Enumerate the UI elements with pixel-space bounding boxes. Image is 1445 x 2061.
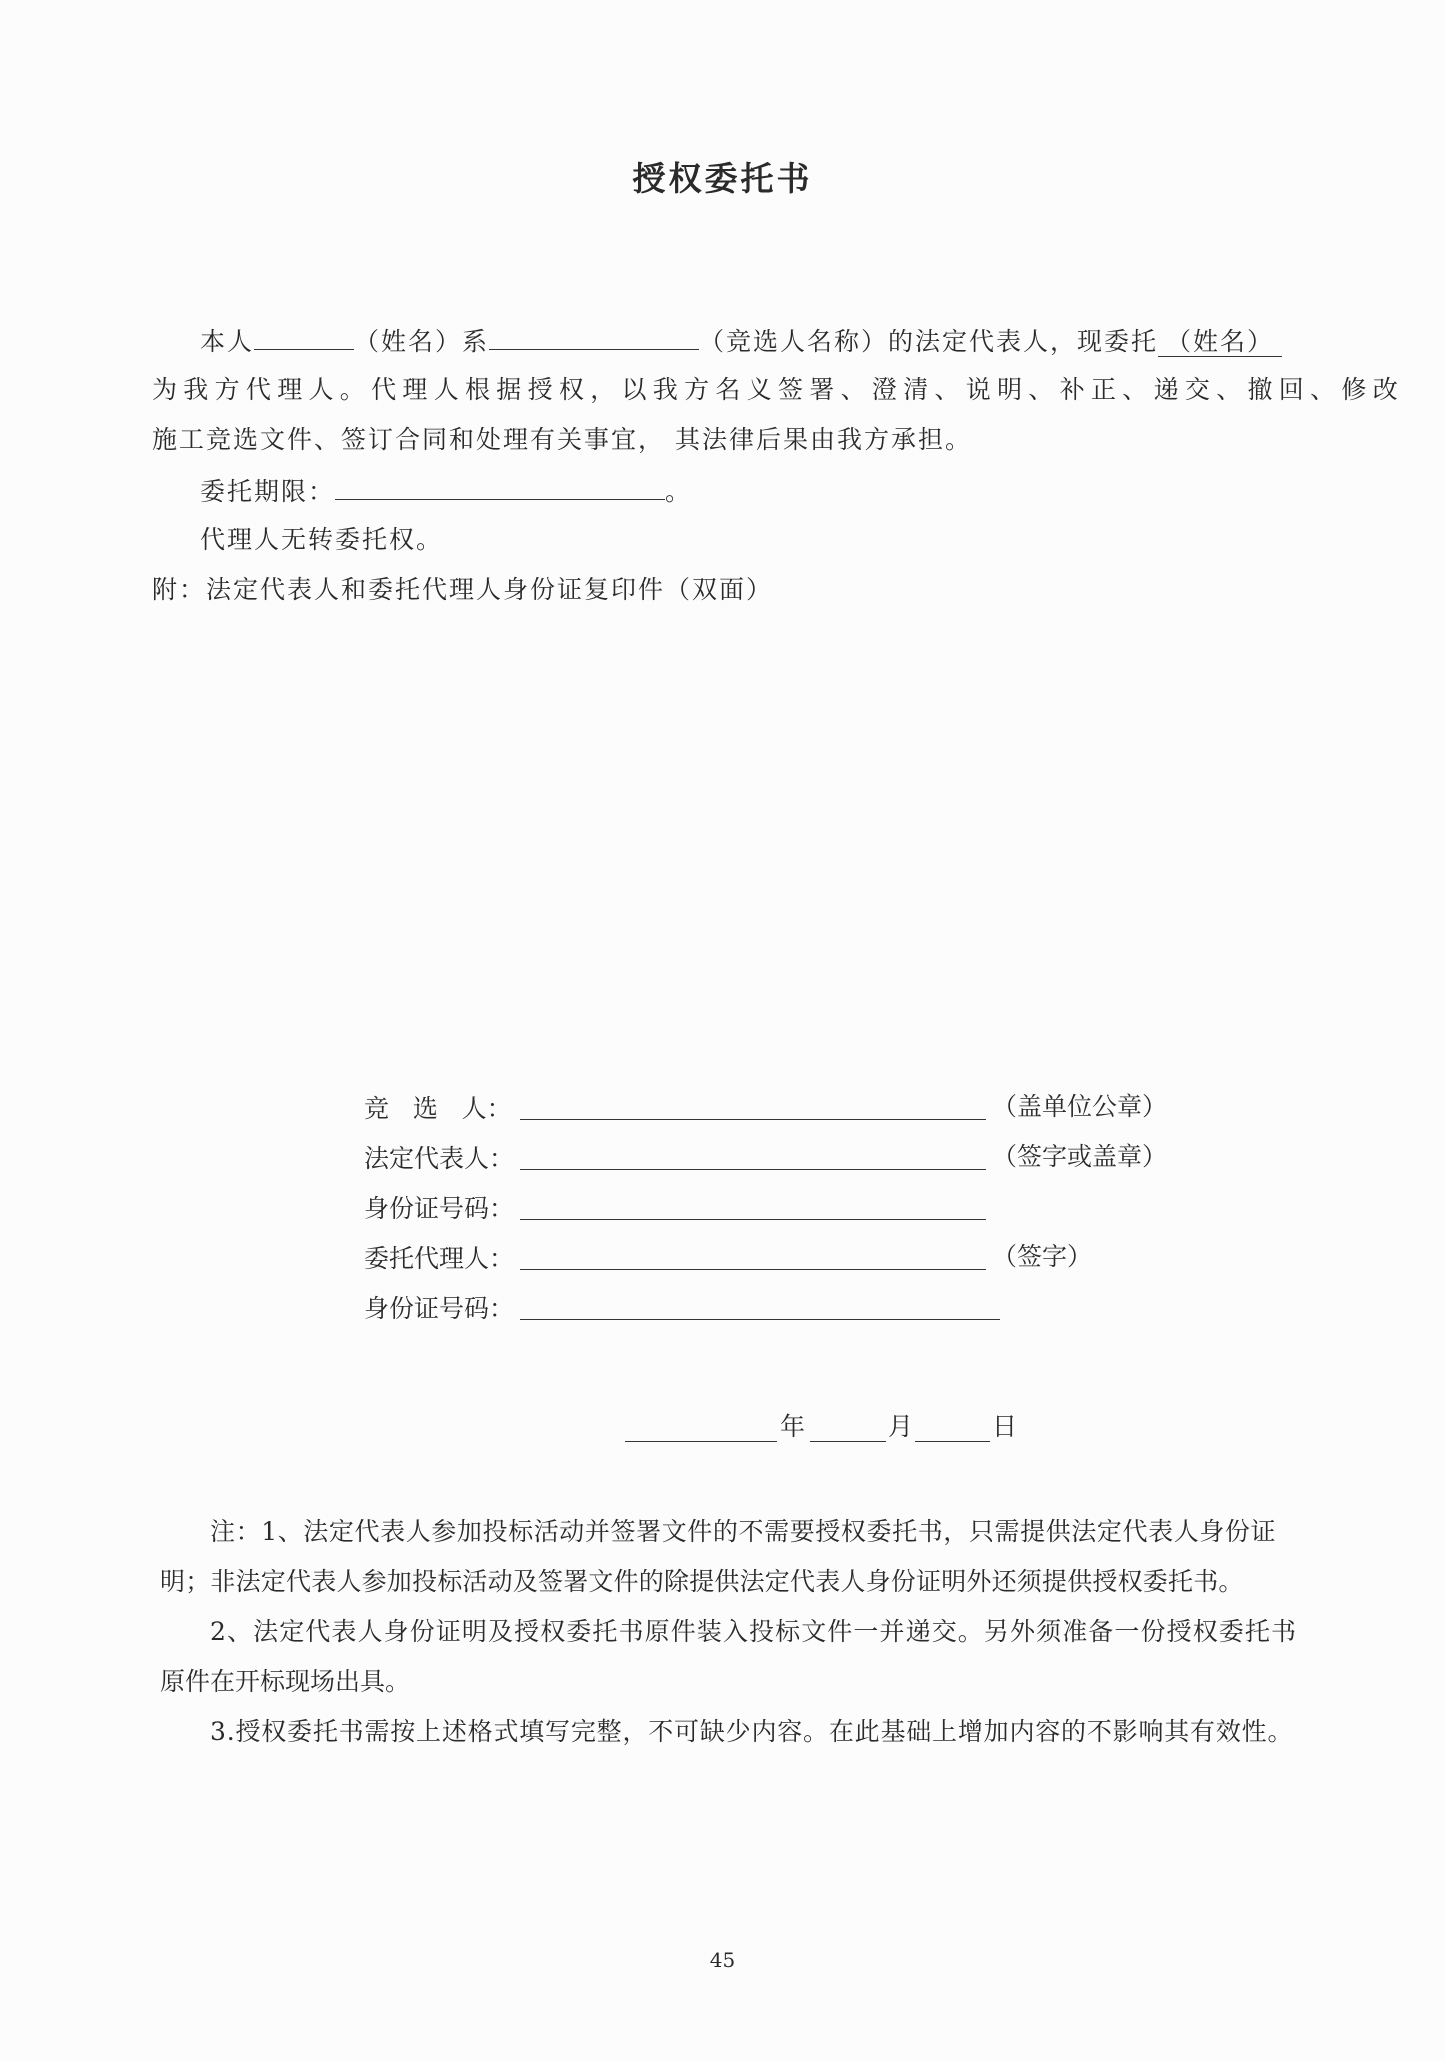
document-title: 授权委托书 (632, 159, 813, 198)
year-label: 年 (780, 1412, 806, 1441)
bidder-note: （盖单位公章） (992, 1092, 1168, 1121)
attachment-text: 附：法定代表人和委托代理人身份证复印件（双面） (152, 575, 774, 604)
note2-line2: 原件在开标现场出具。 (160, 1667, 411, 1696)
note1-line2: 明；非法定代表人参加投标活动及签署文件的除提供法定代表人身份证明外还须提供授权委托书。 (160, 1567, 1244, 1596)
agent-note: （签字） (992, 1242, 1093, 1271)
bidder-name-blank[interactable] (489, 323, 699, 350)
bidder-line[interactable] (520, 1119, 986, 1120)
legal-rep-note: （签字或盖章） (992, 1142, 1168, 1171)
id1-line[interactable] (520, 1219, 986, 1220)
id1-label: 身份证号码： (364, 1194, 515, 1223)
day-line[interactable] (915, 1441, 990, 1442)
agent-label: 委托代理人： (364, 1244, 515, 1273)
legal-rep-label: 法定代表人： (364, 1144, 515, 1173)
para1-text-a: 本人 (200, 327, 255, 356)
note3: 3.授权委托书需按上述格式填写完整，不可缺少内容。在此基础上增加内容的不影响其有效性。 (210, 1717, 1294, 1746)
year-line[interactable] (625, 1441, 777, 1442)
para1-text-b: （姓名）系 (354, 327, 490, 356)
term-blank[interactable] (335, 473, 665, 500)
day-label: 日 (992, 1412, 1018, 1441)
agent-name-field[interactable]: （姓名） (1158, 327, 1282, 357)
name-blank[interactable] (254, 323, 354, 350)
note1-line1: 注：1、法定代表人参加投标活动并签署文件的不需要授权委托书，只需提供法定代表人身份证 (210, 1517, 1277, 1546)
no-transfer-text: 代理人无转委托权。 (200, 525, 444, 554)
agent-line[interactable] (520, 1269, 986, 1270)
term-line (200, 473, 692, 509)
para1-text-c: （竞选人名称）的法定代表人，现委托 (699, 327, 1159, 356)
para1-line3: 施工竞选文件、签订合同和处理有关事宜， 其法律后果由我方承担。 (152, 425, 972, 454)
id2-line[interactable] (520, 1319, 1000, 1320)
id2-label: 身份证号码： (364, 1294, 515, 1323)
term-label: 委托期限： (200, 477, 336, 506)
term-end: 。 (665, 477, 693, 506)
bidder-label: 竞 选 人： (364, 1094, 512, 1123)
para1-line2: 为我方代理人。代理人根据授权，以我方名义签署、澄清、说明、补正、递交、撤回、修改 (152, 375, 1405, 404)
month-label: 月 (888, 1412, 914, 1441)
month-line[interactable] (810, 1441, 886, 1442)
para1-line1 (200, 323, 1282, 359)
note2-line1: 2、法定代表人身份证明及授权委托书原件装入投标文件一并递交。另外须准备一份授权委托书 (210, 1617, 1298, 1646)
legal-rep-line[interactable] (520, 1169, 986, 1170)
page-number: 45 (709, 1948, 736, 1972)
